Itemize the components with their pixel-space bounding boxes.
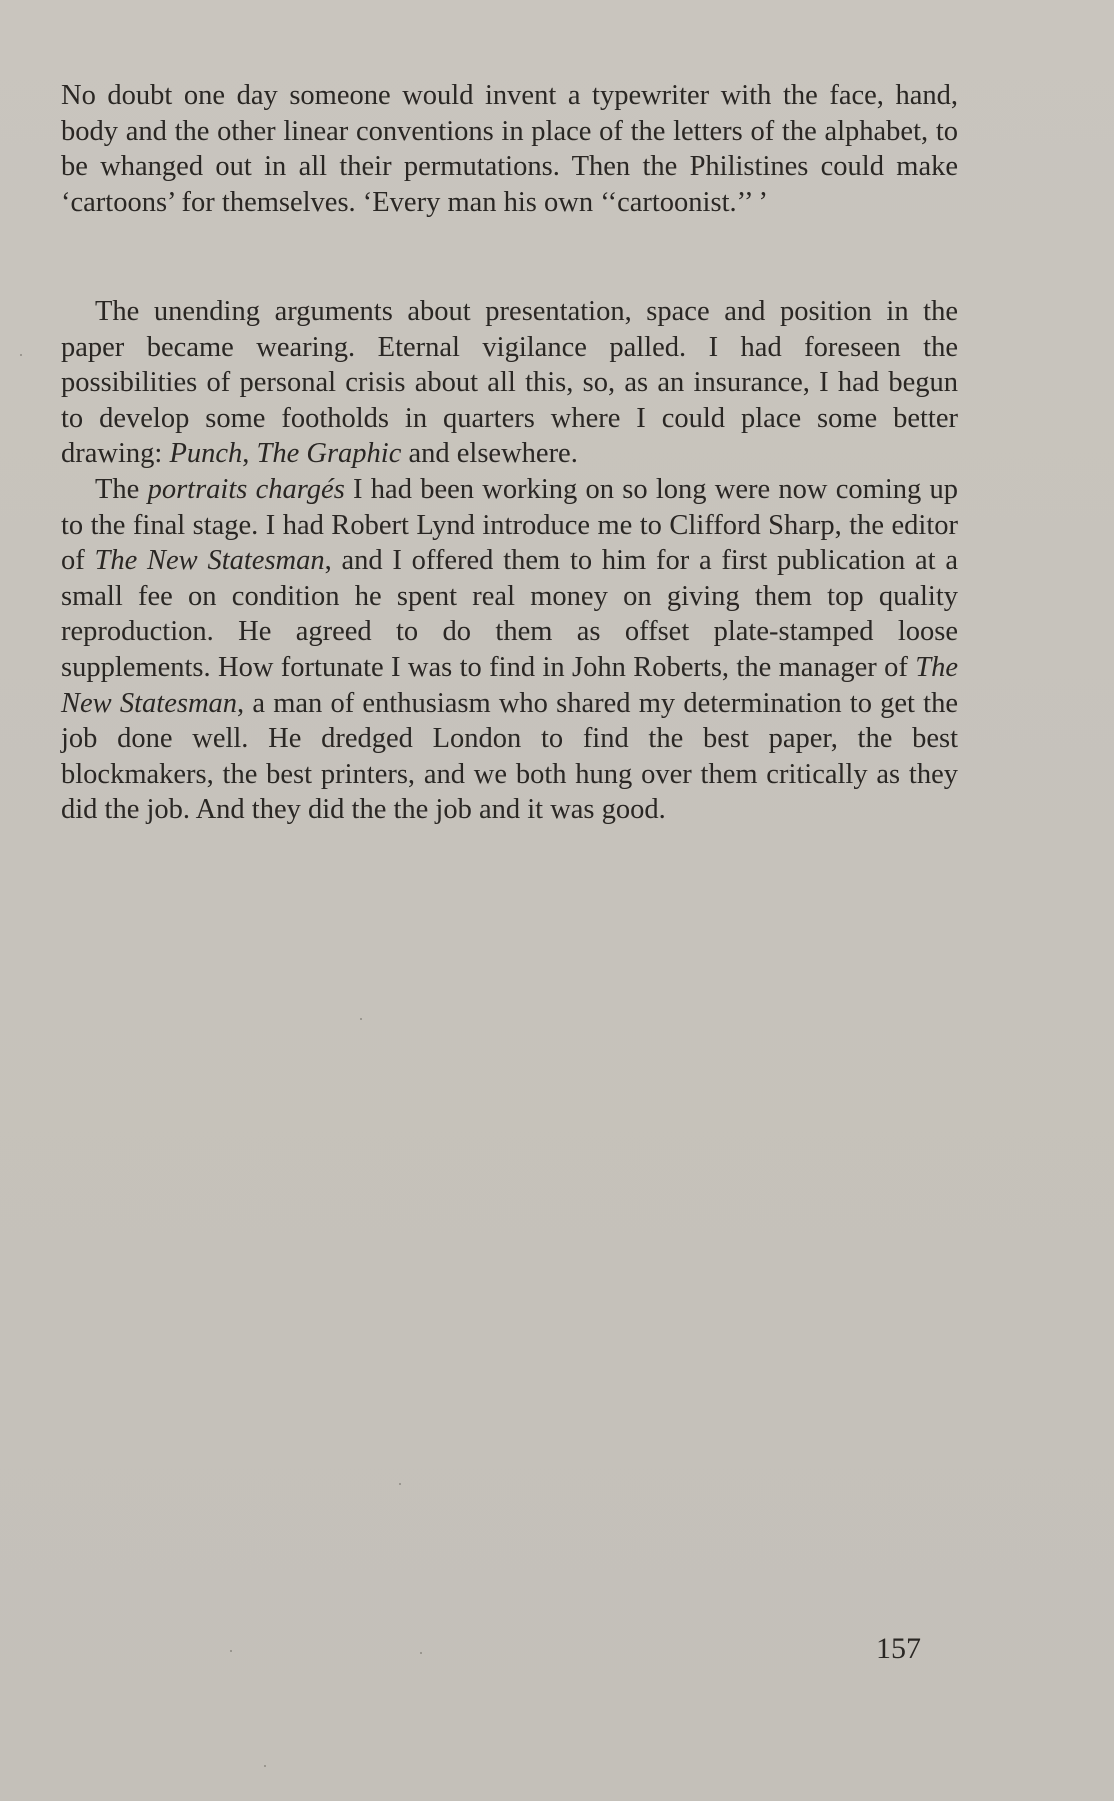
paragraph-2-text-a: The unending arguments about presentation, space and position in the paper became wearing. Eternal vigilance palled. I had foreseen the possibilities of personal crisis about all this, so, as an insurance, I had begun to develop some footholds in quarters where I could place some better drawing: bbox=[61, 296, 958, 470]
paper-speck bbox=[399, 1483, 401, 1485]
term-portraits-charges: portraits chargés bbox=[147, 473, 345, 505]
paper-speck bbox=[264, 1765, 266, 1767]
title-new-statesman-1: The New Statesman bbox=[94, 545, 325, 577]
paragraph-3 bbox=[61, 472, 958, 828]
paper-speck bbox=[20, 354, 22, 356]
page-number: 157 bbox=[876, 1632, 921, 1665]
paragraph-2 bbox=[61, 294, 958, 472]
paragraph-3-text-c: , and I offered them to him for a first publication at a small fee on condition he spent real money on giving them top quality reproduction. He agreed to do them as offset plate-stamped loose supplements. How fortunate I was to find in John Roberts, the manager of bbox=[61, 545, 959, 683]
paragraph-2-comma: , bbox=[242, 438, 257, 470]
paragraph-1: No doubt one day someone would invent a typewriter with the face, hand, body and the other linear conventions in place of the letters of the alphabet, to be whanged out in all their permutations. Then the Philistines could make ‘cartoons’ for themselves. ‘Every man his own ‘‘cartoonist.’’ ’ bbox=[61, 80, 958, 218]
paragraph-3-text-d: , a man of enthusiasm who shared my determination to get the job done well. He dredged London to find the best paper, the best blockmakers, the best printers, and we both hung over them critically as they did the job. And they did the the job and it was good. bbox=[61, 687, 958, 826]
paragraph-typewriter bbox=[61, 78, 958, 220]
title-new-statesman-2: The New Statesman bbox=[61, 651, 958, 719]
paper-speck bbox=[420, 1652, 422, 1654]
paragraph-2-text-b: and elsewhere. bbox=[401, 438, 578, 470]
title-the-graphic: The Graphic bbox=[256, 438, 402, 470]
paper-speck bbox=[360, 1018, 362, 1020]
title-punch: Punch bbox=[169, 438, 243, 470]
paragraph-3-text-b: I had been working on so long were now coming up to the final stage. I had Robert Lynd introduce me to Clifford Sharp, the editor of bbox=[61, 473, 959, 577]
paragraph-3-text-a: The bbox=[95, 473, 148, 505]
text-column bbox=[61, 294, 958, 828]
paper-speck bbox=[230, 1650, 232, 1652]
